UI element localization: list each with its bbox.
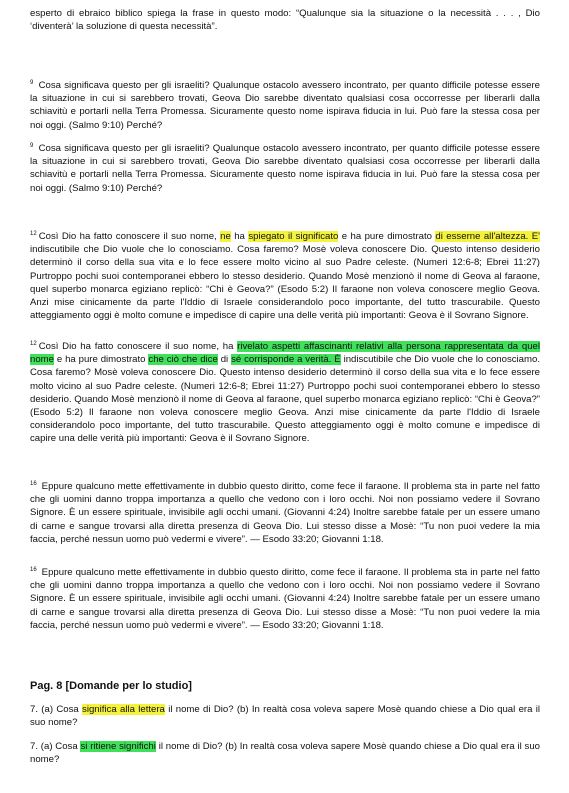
paragraph-number: 16 [30, 566, 37, 573]
paragraph-text: Cosa significava questo per gli israeliti? Qualunque ostacolo avessero incontrato, per quanto difficile potesse essere la situazione in cui si sarebbero trovati, Geova Dio sarebbe diventato qualsiasi cosa occorresse per liberarli dalla schiavitù e portarli nella Terra Promessa. Sicuramente questo nome ispirava fiducia in lui. Può fare la stessa cosa per noi oggi. (Salmo 9:10) Perché? [30, 80, 541, 131]
yellow-highlight: significa alla lettera [82, 704, 165, 715]
section-heading: Pag. 8 [Domande per lo studio] [30, 680, 192, 692]
text-segment: il nome di Dio? (b) In realtà cosa voleva sapere Mosè quando chiese a Dio qual era il suo nome? [30, 704, 540, 729]
paragraph-text: Cosa significava questo per gli israeliti? Qualunque ostacolo avessero incontrato, per quanto difficile potesse essere la situazione in cui si sarebbero trovati, Geova Dio sarebbe diventato qualsiasi cosa occorresse per liberarli dalla schiavitù e portarli nella Terra Promessa. Sicuramente questo nome ispirava fiducia in lui. Può fare la stessa cosa per noi oggi. (Salmo 9:10) Perché? [30, 143, 541, 194]
green-highlight: rivelato aspetti affascinanti relativi alla persona rappresentata da quel nome [30, 341, 541, 366]
paragraph-16-revised [30, 566, 540, 632]
text-segment: indiscutibile che Dio vuole che lo conosciamo. Cosa faremo? Mosè voleva conoscere Dio. Questo intenso desiderio determinò il corso della sua vita e lo fece essere molto vicino al suo Padre celeste. (Numeri 12:6-8; Ebrei 11:27) Purtroppo pochi suoi contemporanei ebbero lo stesso desiderio. Quando Mosè menzionò il nome di Geova al faraone, quel superbo monarca egiziano replicò: “Chi è Geova?” (Esodo 5:2) Il faraone non voleva conoscere meglio Geova. Anzi mise cinicamente da parte l'Iddio di Israele considerandolo poco importante, del tutto trascurabile. Questo atteggiamento oggi è molto comune e impedisce di capire una delle verità più importanti: Geova è il Sovrano Signore. [30, 354, 541, 445]
text-segment: 7. (a) Cosa [30, 741, 81, 752]
paragraph-12-revised [30, 340, 540, 446]
text-segment: 7. (a) Cosa [30, 704, 83, 715]
text-segment: il nome di Dio? (b) In realtà cosa voleva sapere Mosè quando chiese a Dio qual era il suo nome? [30, 741, 540, 766]
text-segment: e ha pure dimostrato [54, 354, 149, 366]
text-segment: e ha pure dimostrato [338, 231, 436, 242]
green-highlight: sé corrisponde a verità. È [231, 354, 341, 366]
paragraph-text: Eppure qualcuno mette effettivamente in dubbio questo diritto, come fece il faraone. Il problema sta in parte nel fatto che gli uomini danno troppa importanza a quello che vedono con i loro occhi. Noi non possiamo vedere il Sovrano Signore. È un essere spirituale, invisibile agli occhi umani. (Giovanni 4:24) Inoltre sarebbe fatale per un essere umano di carne e sangue trovarsi alla diretta presenza di Geova Dio. Lui stesso disse a Mosè: “Tu non puoi vedere la mia faccia, perché nessun uomo può vedermi e vivere”. — Esodo 33:20; Giovanni 1:18. [30, 481, 540, 545]
question-7-revised [30, 740, 540, 766]
paragraph-number: 16 [30, 480, 37, 487]
paragraph-9-original [30, 79, 540, 132]
text-segment: indiscutibile che Dio vuole che lo conosciamo. Cosa faremo? Mosè voleva conoscere Dio. Questo intenso desiderio determinò il corso della sua vita e lo fece essere molto vicino al suo Padre celeste. (Numeri 12:6-8; Ebrei 11:27) Purtroppo pochi suoi contemporanei ebbero lo stesso desiderio. Quando Mosè menzionò il nome di Geova al faraone, quel superbo monarca egiziano replicò: “Chi è Geova?” (Esodo 5:2) Il faraone non voleva conoscere meglio Geova. Anzi mise cinicamente da parte l'Iddio di Israele considerandolo poco importante, del tutto trascurabile. Questo atteggiamento oggi è molto comune e impedisce di capire una delle verità più importanti: Geova è il Sovrano Signore. [30, 244, 540, 322]
paragraph-text: Eppure qualcuno mette effettivamente in dubbio questo diritto, come fece il faraone. Il problema sta in parte nel fatto che gli uomini danno troppa importanza a quello che vedono con i loro occhi. Noi non possiamo vedere il Sovrano Signore. È un essere spirituale, invisibile agli occhi umani. (Giovanni 4:24) Inoltre sarebbe fatale per un essere umano di carne e sangue trovarsi alla diretta presenza di Geova Dio. Lui stesso disse a Mosè: “Tu non puoi vedere la mia faccia, perché nessun uomo può vedermi e vivere”. — Esodo 33:20; Giovanni 1:18. [30, 567, 540, 631]
question-7-original [30, 703, 540, 729]
green-highlight: si ritiene significhi [80, 741, 156, 752]
text-segment: di [217, 354, 232, 366]
yellow-highlight: spiegato il significato [248, 231, 339, 242]
paragraph-16-original [30, 480, 540, 546]
paragraph-number: 9 [30, 142, 34, 149]
yellow-highlight: di esserne all'altezza. E' [435, 231, 540, 242]
paragraph-number: 9 [30, 79, 34, 86]
green-highlight: che ciò che dice [148, 354, 218, 366]
text-segment: Così Dio ha fatto conoscere il suo nome, ha [38, 341, 238, 352]
yellow-highlight: ne [220, 231, 231, 242]
paragraph-9-revised [30, 142, 540, 195]
paragraph-number: 12 [30, 340, 37, 347]
intro-paragraph [30, 7, 540, 33]
intro-text: esperto di ebraico biblico spiega la frase in questo modo: “Qualunque sia la situazione o la necessità . . . , Dio ‘diventerà’ la soluzione di questa necessità”. [30, 8, 540, 33]
paragraph-12-original [30, 230, 540, 322]
text-segment: ha [230, 231, 249, 242]
text-segment: Così Dio ha fatto conoscere il suo nome, [38, 231, 221, 242]
paragraph-number: 12 [30, 230, 37, 237]
